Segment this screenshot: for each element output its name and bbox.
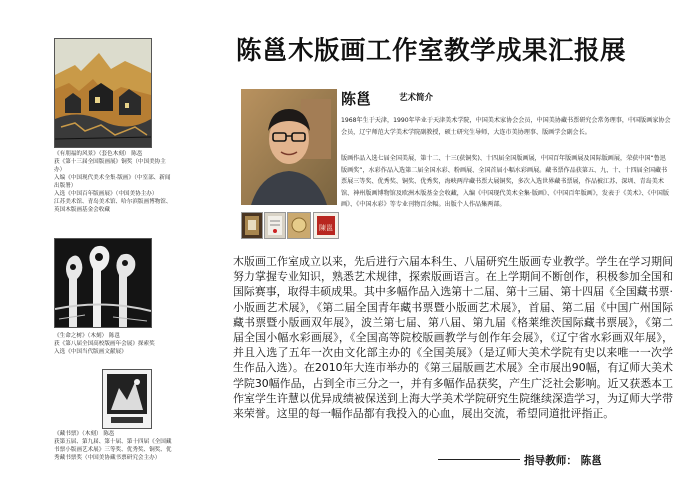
artwork-landscape-image [54,38,152,148]
artist-portrait-photo [241,89,337,205]
artwork-bookplate-image [102,369,152,429]
award-thumbnail [241,212,263,239]
bio-paragraph-1: 1968年生于天津，1990年毕业于天津美术学院，中国美术家协会会员，中国美协藏书票研究会常务理事，中国版画家协会会员，辽宁师范大学美术学院副教授，硕士研究生导师，大连市美协理事、版画学会副会长。 [341,117,671,136]
artwork-detail: 入选《中国百年版画展》（中国美协主办） [54,191,158,197]
artwork-detail: 入编《中国现代美术全集·版画》（中室部、新闻出版署） [54,175,171,189]
artwork-caption: 《有朋福的风景》（套色木刻） 陈邕 [54,151,143,157]
artwork-bookplate-caption-block [54,430,172,462]
artwork-tree-caption-block [54,332,172,356]
artwork-landscape-caption-block [54,150,172,214]
artwork-detail: 获《第八届全国高校版画年会展》探索奖 [54,341,155,347]
artwork-tree-of-life-image [54,238,152,328]
artwork-detail: 江苏美术馆、青岛美术馆、哈尔滨版画博物馆、英国木版画基金会收藏 [54,199,172,213]
page-title: 陈邕木版画工作室教学成果汇报展 [236,36,627,66]
award-thumbnail [264,212,286,239]
award-thumbnail [287,212,311,239]
artwork-caption: 《生命之树》（木刻） 陈邕 [54,333,121,339]
svg-text:陳邕: 陳邕 [319,224,333,232]
artwork-detail: 获第五届、第九届、第十届、第十四届《全国藏书票小版画艺术展》三等奖、优秀奖、铜奖、优秀藏书票奖（中国美协藏书票研究会主办） [54,439,172,461]
artwork-detail: 获《第十三届全国版画展》铜奖（中国美协主办） [54,159,166,173]
artwork-caption: 《藏书票》（木刻） 陈邕 [54,431,115,437]
seal-stamp [313,212,339,239]
profile-section-label: 艺术简介 [399,93,434,103]
artist-name: 陈邕 [341,90,372,108]
signature-text: 指导教师： 陈邕 [524,455,602,467]
bio-paragraph-2: 版画作品入选七届全国美展，第十二、十三(获铜奖)、十四届全国版画展，中国百年版画展及国际版画展，荣获中国“鲁迅版画奖”，水彩作品入选第二届全国水彩、粉画展、全国首届小幅水彩画展。藏书票作品获第五、九、十、十四届全国藏书票展三等奖、优秀奖、铜奖、优秀奖，海峡两岸藏书票大展铜奖，多次入选世界藏书票展，作品被江苏、深圳、青岛美术馆、神州版画博物馆及欧洲木版基金会收藏，入编《中国现代美术全集·版画》、《中国百年版画》，发表于《美术》、《中国版画》、《中国水彩》等专业刊物百余幅。出版个人作品集两部。 [341,155,669,209]
artwork-detail: 入选《中国当代版画文献展》 [54,349,127,355]
main-description: 木版画工作室成立以来，先后进行六届本科生、八届研究生版画专业教学。学生在学习期间努力掌握专业知识，熟悉艺术规律，探索版画语言。在上学期间不断创作，积极参加全国和国际赛事，取得丰硕成果。其中多幅作品入选第十二届、第十三届、第十四届《全国藏书票·小版画艺术展》，《第二届全国青年藏书票暨小版画艺术展》，首届、第二届《中国广州国际藏书票暨小版画双年展》，波兰第七届、第八届、第九届《格莱维茨国际藏书票展》，《第二届全国小幅水彩画展》，《全国高等院校版画教学与创作年会展》，《辽宁省水彩画双年展》，并且入选了五年一次由文化部主办的《全国美展》（是辽师大美术学院有史以来唯一一次学生作品入选）。在2010年大连市举办的《第三届版画艺术展》全市展出90幅，有辽师大美术学院30幅作品，占到全市三分之一，并有多幅作品获奖，产生广泛社会影响。近又获悉本工作室学生许慧以优异成绩被保送到上海大学美术学院研究生院继续深造学习，为辽师大学带来荣誉。这里的每一幅作品都有我投入的心血，展出交流，希望同道批评指正。 [233,255,673,421]
signature-line [438,459,520,460]
